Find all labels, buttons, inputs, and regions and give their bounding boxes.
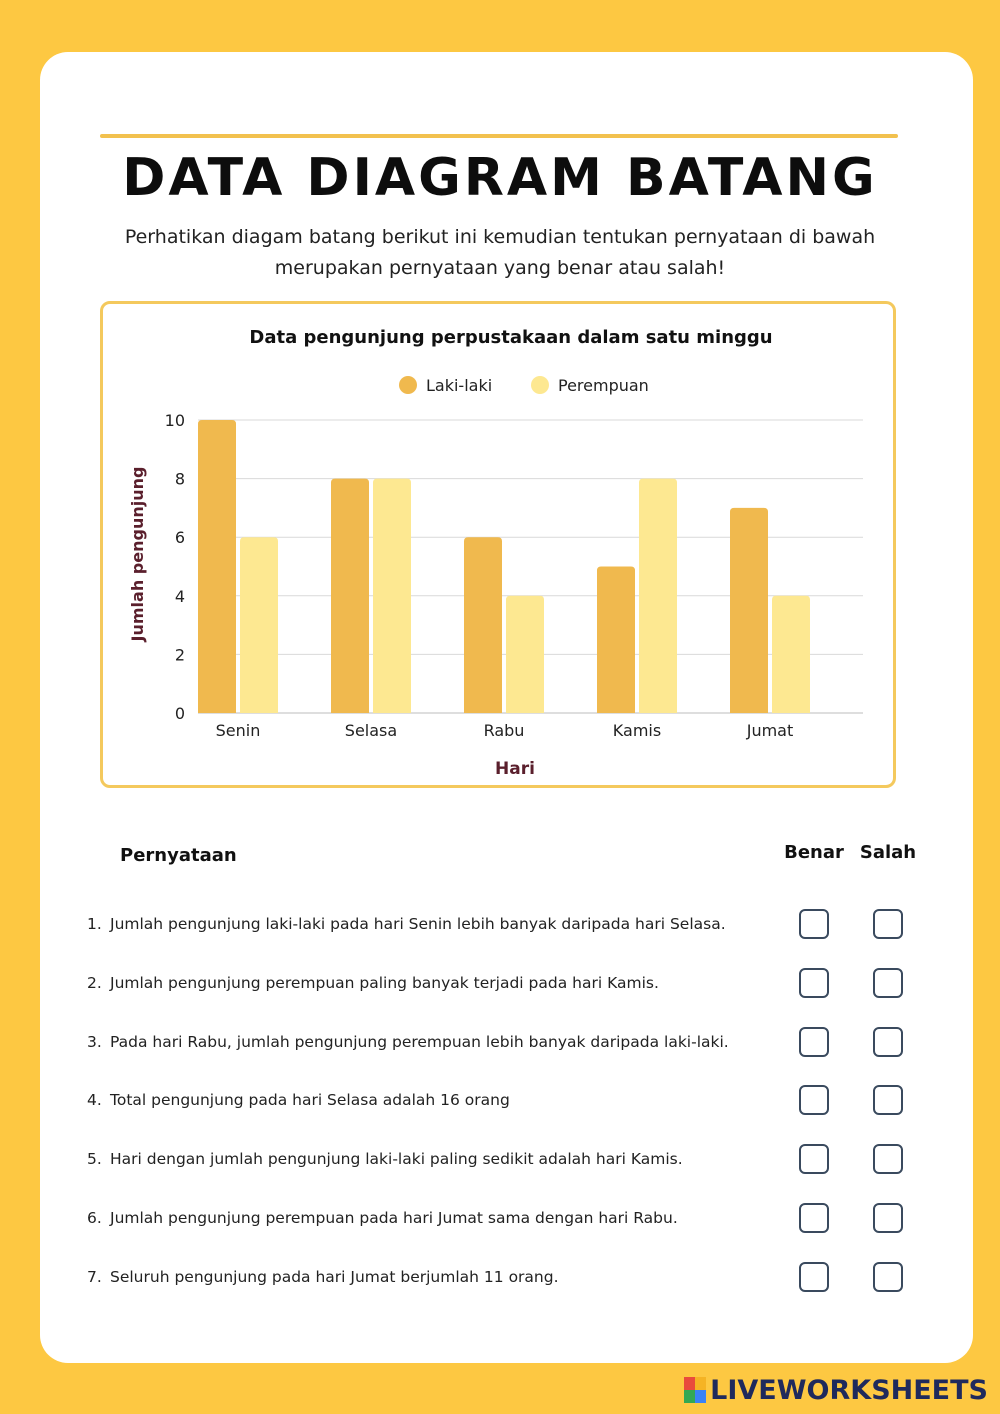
statement-row (87, 907, 782, 941)
statement-row (87, 1142, 782, 1176)
checkbox-false-statement-3[interactable] (873, 1027, 903, 1057)
statement-number: 3. (87, 1033, 102, 1051)
statement-number: 5. (87, 1150, 102, 1168)
statement-text: Jumlah pengunjung perempuan pada hari Jumat sama dengan hari Rabu. (110, 1209, 678, 1227)
y-tick-label: 0 (174, 704, 185, 723)
x-tick-label: Rabu (483, 721, 525, 740)
bar-perempuan-jumat (772, 596, 810, 713)
legend-swatch (399, 376, 417, 394)
instruction-text: Perhatikan diagam batang berikut ini kemudian tentukan pernyataan di bawah merupakan pernyataan yang benar atau salah! (124, 226, 876, 279)
x-tick-label: Selasa (344, 721, 398, 740)
statement-row (87, 1260, 782, 1294)
y-tick-label: 8 (174, 469, 185, 489)
statement-column-header: Pernyataan (120, 845, 237, 866)
checkbox-false-statement-6[interactable] (873, 1203, 903, 1233)
x-tick-label: Jumat (746, 721, 794, 740)
legend-label: Laki-laki (426, 376, 493, 395)
checkbox-true-statement-4[interactable] (799, 1085, 829, 1115)
liveworksheets-logo-icon (684, 1377, 706, 1403)
checkbox-false-statement-1[interactable] (873, 909, 903, 939)
legend-swatch (531, 376, 549, 394)
statement-text: Hari dengan jumlah pengunjung laki-laki paling sedikit adalah hari Kamis. (110, 1150, 683, 1168)
true-column-header: Benar (784, 842, 844, 863)
bar-laki-laki-kamis (597, 567, 635, 714)
statement-text: Pada hari Rabu, jumlah pengunjung perempuan lebih banyak daripada laki-laki. (110, 1033, 729, 1051)
statement-text: Seluruh pengunjung pada hari Jumat berjumlah 11 orang. (110, 1268, 559, 1286)
checkbox-false-statement-5[interactable] (873, 1144, 903, 1174)
statement-number: 7. (87, 1268, 102, 1286)
bar-laki-laki-jumat (730, 508, 768, 713)
page-title: DATA DIAGRAM BATANG (122, 148, 878, 208)
checkbox-true-statement-7[interactable] (799, 1262, 829, 1292)
statement-number: 2. (87, 974, 102, 992)
statement-number: 1. (87, 915, 102, 933)
x-tick-label: Kamis (612, 721, 662, 740)
checkbox-false-statement-4[interactable] (873, 1085, 903, 1115)
statement-text: Jumlah pengunjung perempuan paling banyak terjadi pada hari Kamis. (110, 974, 659, 992)
statement-row (87, 1025, 782, 1059)
bar-perempuan-kamis (639, 479, 677, 713)
checkbox-true-statement-5[interactable] (799, 1144, 829, 1174)
bar-chart-panel (100, 301, 896, 788)
bar-chart (103, 304, 899, 791)
checkbox-true-statement-1[interactable] (799, 909, 829, 939)
statement-text: Total pengunjung pada hari Selasa adalah 16 orang (110, 1091, 510, 1109)
statement-number: 6. (87, 1209, 102, 1227)
y-tick-label: 10 (164, 411, 185, 430)
statement-row (87, 1083, 782, 1117)
y-tick-label: 6 (174, 528, 185, 548)
checkbox-false-statement-7[interactable] (873, 1262, 903, 1292)
statement-row (87, 966, 782, 1000)
y-tick-label: 4 (174, 586, 185, 606)
statement-number: 4. (87, 1091, 102, 1109)
y-axis-ticks (165, 411, 185, 723)
top-divider (100, 134, 898, 138)
bar-laki-laki-senin (198, 420, 236, 713)
x-tick-label: Senin (215, 721, 261, 740)
checkbox-true-statement-6[interactable] (799, 1203, 829, 1233)
statement-row (87, 1201, 782, 1235)
bar-laki-laki-selasa (331, 479, 369, 713)
bar-perempuan-rabu (506, 596, 544, 713)
brand-footer (684, 1373, 988, 1407)
checkbox-true-statement-3[interactable] (799, 1027, 829, 1057)
y-tick-label: 2 (174, 645, 185, 665)
false-column-header: Salah (859, 842, 917, 863)
chart-legend (399, 376, 649, 395)
checkbox-false-statement-2[interactable] (873, 968, 903, 998)
bar-laki-laki-rabu (464, 537, 502, 713)
chart-bars (198, 420, 810, 713)
y-axis-label: Jumlah pengunjung (128, 466, 147, 642)
x-axis-label: Hari (495, 759, 535, 779)
checkbox-true-statement-2[interactable] (799, 968, 829, 998)
bar-perempuan-selasa (373, 479, 411, 713)
chart-title: Data pengunjung perpustakaan dalam satu minggu (249, 327, 773, 348)
brand-name: LIVEWORKSHEETS (710, 1374, 988, 1406)
bar-perempuan-senin (240, 537, 278, 713)
statement-text: Jumlah pengunjung laki-laki pada hari Senin lebih banyak daripada hari Selasa. (110, 915, 726, 933)
legend-label: Perempuan (558, 376, 649, 395)
x-axis-ticks (216, 721, 794, 740)
